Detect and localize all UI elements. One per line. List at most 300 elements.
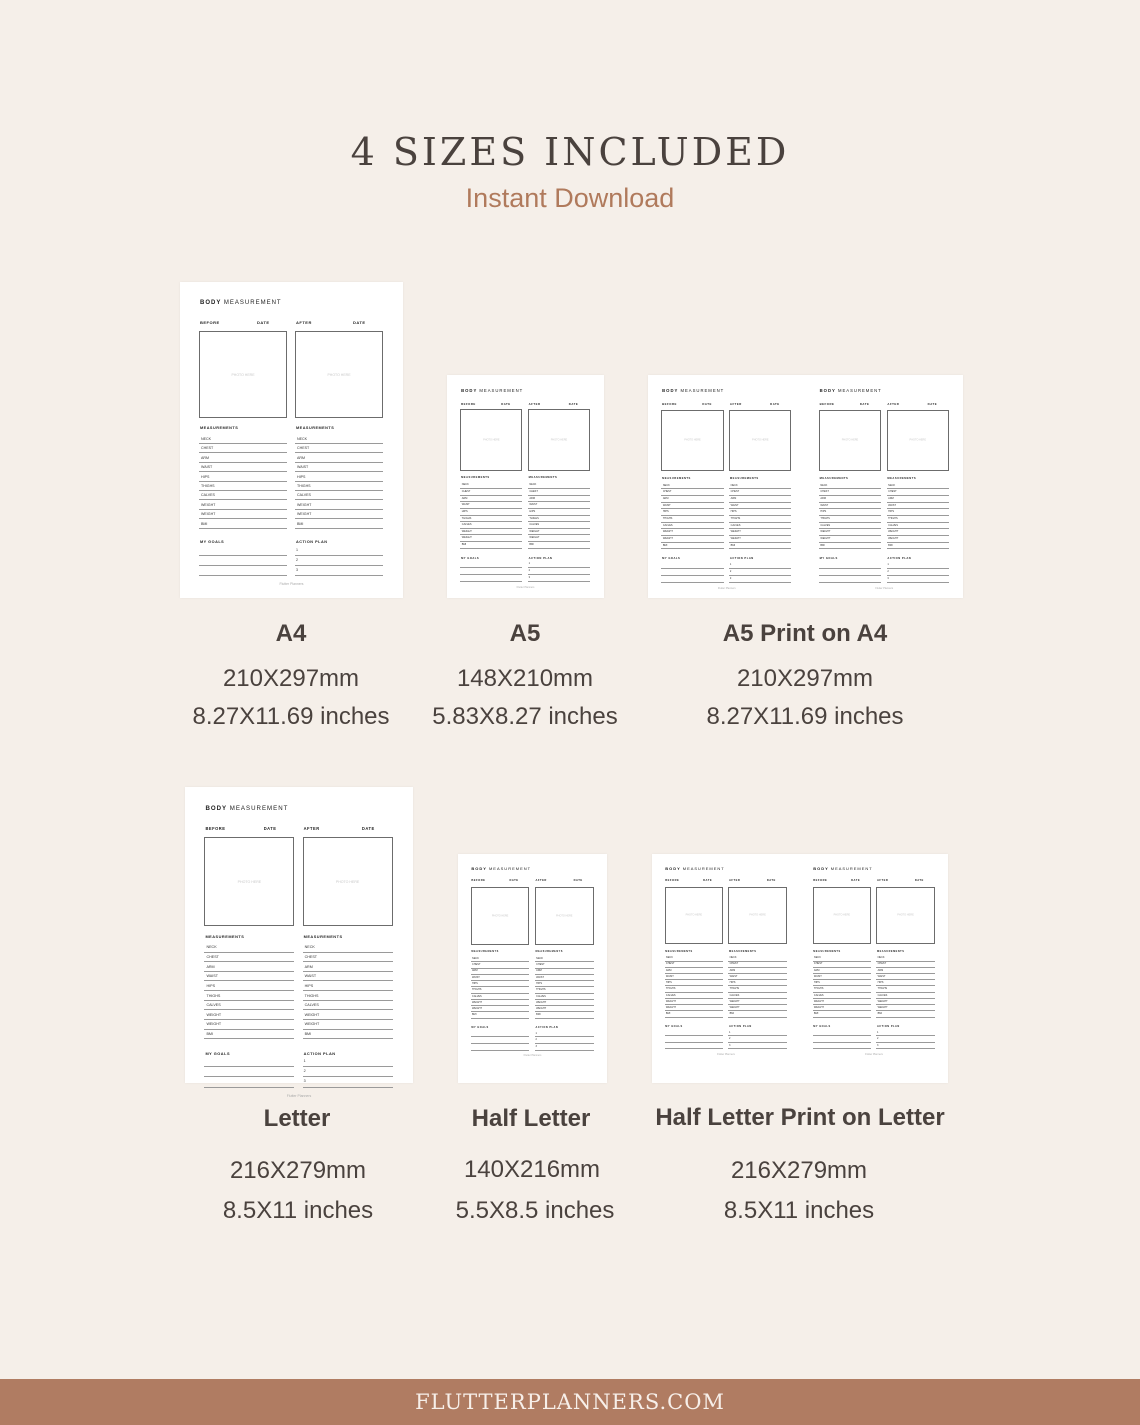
after-photo-box [303,837,393,926]
photo-placeholder-label: PHOTO HERE [749,913,766,917]
size-mm-half-letter: 140X216mm [463,1156,601,1183]
measurement-row: WEIGHT [813,1006,871,1011]
measurement-row: CALVES [199,492,287,500]
after-photo-box [295,331,383,418]
measurement-row: NECK [535,957,594,962]
measurement-row: WEIGHT [303,1021,393,1029]
measurement-row: HIPS [535,982,594,987]
measurement-row: NECK [528,483,590,489]
measurement-row: WEIGHT [819,537,881,543]
goal-line [665,1048,723,1049]
sheet-half-letter-print-on-letter [652,854,948,1083]
measurement-row: BMI [729,544,791,550]
measurement-row: WEIGHT [819,530,881,536]
planner-title [820,388,882,393]
measurements-label: MEASUREMENTS [819,476,849,480]
planner-brand: Flutter Planners [279,582,304,586]
measurement-row: WAIST [204,973,294,981]
measurement-row: HIPS [661,510,723,516]
photo-placeholder-label: PHOTO HERE [483,438,500,442]
goal-line [199,555,287,556]
measurement-row: WEIGHT [665,1000,723,1005]
plan-number: 1 [876,1030,879,1034]
after-photo-box [729,410,791,471]
before-label: BEFORE [461,401,476,406]
measurement-row: WEIGHT [204,1012,294,1020]
before-photo-box [665,887,723,945]
size-mm-a5-print-on-a4: 210X297mm [736,665,874,692]
measurement-row: ARM [661,497,723,503]
date-label: DATE [703,879,713,883]
planner-brand: Flutter Planners [717,1053,735,1057]
measurement-row: BMI [460,543,522,549]
measurement-row: THIGHS [535,988,594,993]
goal-line [813,1035,871,1036]
footer-bar [0,1379,1140,1425]
planner-brand: Flutter Planners [523,1054,542,1058]
size-name-a4: A4 [275,620,307,647]
planner-brand: Flutter Planners [516,586,535,590]
measurement-row: ARM [295,455,383,463]
plan-number: 3 [876,1043,879,1047]
planner-title-bold: BODY [461,387,478,393]
after-label: AFTER [535,879,547,883]
size-inches-letter: 8.5X11 inches [222,1197,374,1224]
goal-line [204,1076,294,1077]
plan-line [887,568,949,569]
plan-number: 2 [535,1038,537,1042]
measurement-row: WEIGHT [813,1000,871,1005]
measurement-row: THIGHS [728,987,786,992]
measurement-row: WEIGHT [876,1006,934,1011]
measurement-row: THIGHS [813,987,871,992]
measurement-row: BMI [204,1031,294,1039]
goals-label: MY GOALS [461,556,480,560]
page-subtitle: Instant Download [465,183,675,213]
measurement-row: NECK [471,957,530,962]
photo-placeholder-label: PHOTO HERE [550,438,568,442]
measurement-row: ARM [460,497,522,503]
measurements-label: MEASUREMENTS [471,950,499,954]
plan-line [728,1035,786,1036]
goal-line [471,1036,530,1037]
measurement-row: WEIGHT [295,511,383,519]
measurement-row: THIGHS [876,987,934,992]
measurement-row: ARM [728,969,786,974]
planner-title-light: MEASUREMENT [223,300,282,306]
measurement-row: BMI [813,1012,871,1017]
measurement-row: CHEST [460,490,522,496]
plan-line [295,565,383,566]
measurement-row: HIPS [729,510,791,516]
planner-title-bold: BODY [665,865,681,871]
date-label: DATE [568,401,579,406]
goals-label: MY GOALS [200,540,225,544]
sheet-half-letter [458,854,607,1083]
measurement-row: HIPS [295,474,383,482]
before-label: BEFORE [471,879,486,883]
measurement-row: BMI [471,1013,530,1018]
measurement-row: CALVES [535,995,594,1000]
measurement-row: HIPS [199,474,287,482]
measurement-row: ARM [819,497,881,503]
measurement-row: ARM [813,969,871,974]
measurement-row: HIPS [819,510,881,516]
plan-number: 1 [528,562,531,566]
plan-number: 3 [535,1045,537,1049]
action-plan-label: ACTION PLAN [296,540,328,544]
plan-number: 2 [303,1069,306,1074]
measurement-row: BMI [661,544,723,550]
plan-line [876,1035,934,1036]
plan-line [535,1043,594,1044]
plan-line [303,1066,393,1067]
measurement-row: WEIGHT [661,537,723,543]
measurement-row: HIPS [528,510,590,516]
measurement-row: BMI [728,1012,786,1017]
measurement-row: THIGHS [819,517,881,523]
measurement-row: WAIST [876,975,934,980]
photo-placeholder-label: PHOTO HERE [335,879,360,884]
action-plan-label: ACTION PLAN [876,1025,900,1029]
planner-title [813,866,872,871]
measurements-label: MEASUREMENTS [528,476,558,480]
after-photo-box [876,887,934,945]
measurement-row: WAIST [535,976,594,981]
plan-number: 1 [728,1030,731,1034]
measurement-row: CALVES [728,994,786,999]
planner-title-light: MEASUREMENT [229,805,289,813]
measurement-row: WEIGHT [535,1007,594,1012]
size-inches-a5: 5.83X8.27 inches [432,703,618,730]
planner-brand: Flutter Planners [717,586,736,590]
goals-label: MY GOALS [662,557,681,561]
goal-line [819,582,881,583]
size-inches-a4: 8.27X11.69 inches [192,703,390,730]
goals-label: MY GOALS [205,1050,231,1056]
size-mm-a4: 210X297mm [222,665,360,692]
planner-page [652,854,800,1083]
measurement-row: WAIST [729,504,791,510]
goals-label: MY GOALS [819,557,838,561]
before-label: BEFORE [819,401,835,406]
photo-placeholder-label: PHOTO HERE [327,372,351,377]
size-mm-letter: 216X279mm [229,1157,367,1184]
measurement-row: CALVES [528,523,590,529]
planner-title [200,300,282,306]
plan-number: 1 [887,562,889,566]
sheet-a4 [180,282,403,598]
date-label: DATE [702,401,712,406]
measurement-row: CHEST [199,445,287,453]
measurement-row: WEIGHT [728,1000,786,1005]
before-label: BEFORE [662,401,677,406]
plan-number: 2 [729,569,732,573]
planner-page [180,282,403,598]
measurement-row: WEIGHT [199,511,287,519]
planner-title [471,866,531,871]
size-name-a5-print-on-a4: A5 Print on A4 [722,620,888,647]
goal-line [661,568,723,569]
plan-number: 3 [528,576,531,580]
goal-line [665,1035,723,1036]
planner-brand: Flutter Planners [865,1053,883,1057]
size-mm-half-letter-print-on-letter: 216X279mm [730,1157,868,1184]
measurement-row: CHEST [528,490,590,496]
plan-line [303,1087,393,1088]
measurement-row: CHEST [303,954,393,962]
date-label: DATE [927,401,938,406]
after-label: AFTER [876,879,889,883]
plan-number: 1 [535,1031,537,1035]
planner-title [205,805,288,812]
measurement-row: BMI [819,544,881,550]
plan-line [729,568,791,569]
after-label: AFTER [296,320,312,325]
date-label: DATE [851,879,861,883]
goal-line [204,1066,294,1067]
measurement-row: CHEST [661,490,723,496]
measurement-row: HIPS [303,983,393,991]
date-label: DATE [361,825,375,831]
planner-title-light: MEASUREMENT [479,387,524,393]
plan-line [887,582,949,583]
measurement-row: WEIGHT [471,1001,530,1006]
plan-number: 3 [296,568,298,572]
measurement-row: CALVES [295,492,383,500]
photo-placeholder-label: PHOTO HERE [555,914,573,918]
measurement-row: HIPS [460,510,522,516]
measurement-row: NECK [819,484,881,490]
goal-line [813,1042,871,1043]
planner-page [458,854,607,1083]
action-plan-label: ACTION PLAN [887,557,912,561]
measurement-row: CHEST [665,962,723,967]
measurement-row: CALVES [813,994,871,999]
measurement-row: WAIST [819,504,881,510]
plan-number: 3 [729,576,732,580]
measurement-row: CALVES [887,524,949,530]
measurement-row: NECK [813,956,871,961]
measurements-label: MEASUREMENTS [728,949,757,953]
measurement-row: WEIGHT [728,1006,786,1011]
size-name-half-letter-print-on-letter: Half Letter Print on Letter [655,1104,945,1131]
planner-title-bold: BODY [205,805,228,813]
sheet-letter [185,787,413,1098]
measurement-row: THIGHS [199,483,287,491]
before-photo-box [819,410,881,471]
measurement-row: CHEST [295,445,383,453]
plan-number: 2 [887,569,889,573]
goal-line [199,565,287,566]
date-label: DATE [770,401,780,406]
measurement-row: WAIST [661,504,723,510]
measurement-row: WEIGHT [303,1012,393,1020]
measurement-row: WEIGHT [460,536,522,542]
measurement-row: CHEST [819,490,881,496]
measurement-row: WEIGHT [528,530,590,536]
measurement-row: WEIGHT [295,502,383,510]
photo-placeholder-label: PHOTO HERE [752,438,769,442]
measurement-row: WEIGHT [471,1007,530,1012]
planner-brand: Flutter Planners [875,586,894,590]
goal-line [819,568,881,569]
goal-line [199,575,287,576]
plan-line [876,1048,934,1049]
measurement-row: WAIST [471,976,530,981]
plan-line [295,575,383,576]
plan-number: 3 [303,1079,306,1084]
size-inches-half-letter-print-on-letter: 8.5X11 inches [723,1197,875,1224]
measurement-row: CHEST [728,962,786,967]
action-plan-label: ACTION PLAN [535,1026,559,1030]
measurement-row: HIPS [665,981,723,986]
measurement-row: CALVES [665,994,723,999]
plan-number: 2 [296,558,298,562]
photo-placeholder-label: PHOTO HERE [491,914,509,918]
plan-number: 1 [303,1058,306,1063]
after-photo-box [535,887,594,945]
planner-page [806,375,964,598]
measurement-row: ARM [729,497,791,503]
measurement-row: CHEST [535,963,594,968]
sheet-a5 [447,375,604,598]
planner-title-light: MEASUREMENT [830,865,873,871]
plan-number: 2 [728,1037,731,1041]
measurement-row: WAIST [303,973,393,981]
measurement-row: CALVES [876,994,934,999]
measurement-row: WAIST [528,503,590,509]
goal-line [819,575,881,576]
measurement-row: CHEST [471,963,530,968]
before-photo-box [460,409,522,470]
measurement-row: THIGHS [528,517,590,523]
measurement-row: THIGHS [295,483,383,491]
goal-line [665,1042,723,1043]
before-label: BEFORE [665,879,680,883]
after-photo-box [728,887,786,945]
measurement-row: THIGHS [204,993,294,1001]
goal-line [460,567,522,568]
measurement-row: BMI [303,1031,393,1039]
measurement-row: CHEST [204,954,294,962]
measurement-row: NECK [665,956,723,961]
after-photo-box [887,410,949,471]
plan-number: 1 [296,548,298,552]
after-label: AFTER [729,401,742,406]
size-inches-a5-print-on-a4: 8.27X11.69 inches [706,703,904,730]
goal-line [204,1087,294,1088]
size-name-half-letter: Half Letter [471,1105,591,1132]
date-label: DATE [257,320,270,325]
measurement-row: CALVES [204,1002,294,1010]
measurement-row: HIPS [728,981,786,986]
measurement-row: WAIST [460,503,522,509]
goal-line [460,574,522,575]
measurement-row: CHEST [813,962,871,967]
measurements-label: MEASUREMENTS [200,426,239,430]
measurement-row: CHEST [876,962,934,967]
measurement-row: CALVES [819,524,881,530]
measurement-row: WEIGHT [199,502,287,510]
measurement-row: NECK [661,484,723,490]
measurement-row: WEIGHT [661,530,723,536]
measurement-row: THIGHS [661,517,723,523]
photo-placeholder-label: PHOTO HERE [237,879,262,884]
measurements-label: MEASUREMENTS [662,476,691,480]
after-label: AFTER [303,825,320,831]
measurement-row: ARM [471,969,530,974]
planner-title-bold: BODY [471,866,487,872]
measurement-row: ARM [887,497,949,503]
measurement-row: ARM [199,455,287,463]
goal-line [471,1043,530,1044]
date-label: DATE [766,879,776,883]
measurement-row: WEIGHT [535,1001,594,1006]
date-label: DATE [501,401,511,406]
measurement-row: THIGHS [471,988,530,993]
measurement-row: NECK [460,483,522,489]
measurement-row: BMI [528,543,590,549]
date-label: DATE [914,879,924,883]
measurement-row: WEIGHT [887,530,949,536]
measurement-row: THIGHS [460,517,522,523]
photo-placeholder-label: PHOTO HERE [685,913,703,917]
planner-page [648,375,806,598]
measurement-row: NECK [303,944,393,952]
goal-line [471,1050,530,1051]
measurement-row: NECK [295,436,383,444]
measurement-row: WAIST [728,975,786,980]
goal-line [813,1048,871,1049]
measurement-row: BMI [535,1013,594,1018]
measurements-label: MEASUREMENTS [461,476,490,480]
planner-page [800,854,948,1083]
date-label: DATE [509,879,519,883]
photo-placeholder-label: PHOTO HERE [897,913,914,917]
goals-label: MY GOALS [471,1026,489,1030]
before-photo-box [471,887,530,945]
size-inches-half-letter: 5.5X8.5 inches [455,1197,615,1224]
plan-line [303,1076,393,1077]
size-name-a5: A5 [509,620,541,647]
measurement-row: CALVES [471,995,530,1000]
measurement-row: ARM [665,969,723,974]
measurement-row: WAIST [887,504,949,510]
plan-line [729,582,791,583]
planner-title-bold: BODY [813,865,829,871]
planner-title-bold: BODY [200,300,222,306]
goal-line [661,575,723,576]
before-photo-box [199,331,287,418]
goal-line [661,582,723,583]
planner-title-light: MEASUREMENT [680,387,725,393]
measurement-row: WAIST [199,464,287,472]
measurement-row: BMI [295,521,383,529]
date-label: DATE [263,825,277,831]
before-photo-box [204,837,294,926]
date-label: DATE [573,879,583,883]
measurements-label: MEASUREMENTS [296,426,335,430]
after-label: AFTER [528,401,541,406]
measurement-row: WAIST [665,975,723,980]
plan-line [887,575,949,576]
measurement-row: WEIGHT [528,536,590,542]
planner-title [662,388,724,393]
measurements-label: MEASUREMENTS [813,949,841,953]
goal-line [460,581,522,582]
action-plan-label: ACTION PLAN [303,1050,336,1056]
